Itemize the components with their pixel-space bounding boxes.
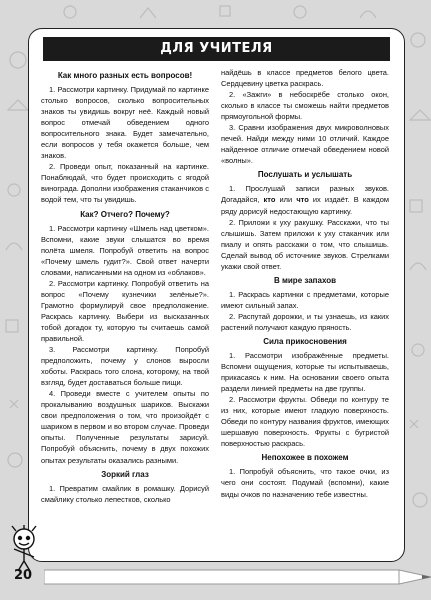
section-heading: Как? Отчего? Почему?: [80, 209, 170, 219]
paragraph: найдёшь в классе предметов белого цвета. Сердцевину цветка раскрась.: [221, 68, 389, 89]
page-number: 20: [14, 568, 33, 583]
left-column: [41, 67, 209, 505]
paragraph: 1. Рассмотри картинку. Придумай по картинке столько вопросов, сколько вопросительных знаков ты увидишь вокруг неё. Каждый новый вопрос отмечай обведением одного вопросительного знака. Будет замечательно, если вопросов у тебя окажется больше, чем знаков.: [41, 85, 209, 161]
paragraph: 1. Рассмотри изображённые предметы. Вспомни ощущения, которые ты испытываешь, прикасаясь к ним. На основании своего опыта раздели линией предметы на две группы.: [221, 350, 389, 394]
paragraph: 2. Приложи к уху ракушку. Расскажи, что ты слышишь. Затем приложи к уху стаканчик или пиалу и опять расскажи о том, что слышишь. Сделай вывод об источнике звуков. Стрелками укажи свой ответ.: [221, 217, 389, 271]
paragraph: 4. Проведи вместе с учителем опыты по прокалыванию воздушных шариков. Выскажи свои предположения о том, что произойдёт с шариком в первом и во втором случае. Проведи опыты. Полученные результаты зарисуй. Попробуй объяснить, почему в двух похожих опытах результаты оказались разными.: [41, 389, 209, 465]
paragraph: 2. «Зажги» в небоскрёбе столько окон, сколько в классе ты сможешь найти предметов прямоугольной формы.: [221, 90, 389, 122]
paragraph: 1. Рассмотри картинку «Шмель над цветком». Вспомни, какие звуки слышатся во время полёта шмеля. Попробуй ответить на вопрос «Почему шмель гудит?». Свой ответ начерти словами, написанными на одном из «облаков».: [41, 223, 209, 277]
paragraph: 1. Раскрась картинки с предметами, которые имеют сильный запах.: [221, 289, 389, 310]
emphasis-word: что: [296, 195, 309, 205]
paragraph-text: 1. Прослушай записи разных звуков. Догадайся,: [221, 184, 389, 205]
right-column: [221, 67, 389, 500]
section-heading: Послушать и услышать: [257, 170, 353, 180]
paragraph: 2. Проведи опыт, показанный на картинке. Понаблюдай, что будет происходить с ягодой винограда. Дополни изображения стаканчиков с водой тем, что ты увидишь.: [41, 162, 209, 205]
paragraph: 2. Рассмотри картинку. Попробуй ответить на вопрос «Почему кузнечики зелёные?». Грамотно формулируй свое предположение. Раскрась картинку. Выбери из высказанных тобой догадок ту, которую ты считаешь самой правильной.: [41, 278, 209, 343]
paragraph: 3. Рассмотри картинку. Попробуй предположить, почему у слонов выросли хоботы. Раскрась того слона, которому, на твой взгляд, будет доставаться больше пищи.: [41, 345, 209, 388]
paragraph-text: или: [275, 195, 297, 205]
paragraph: 1. Попробуй объяснить, что такое очки, из чего они состоят. Подумай (вспомни), какие виды очков по назначению тебе известны.: [221, 467, 389, 499]
pencil-icon: [44, 560, 431, 588]
section-heading: Как много разных есть вопросов!: [57, 71, 193, 80]
paragraph: 3. Сравни изображения двух микроволновых печей. Найди между ними 10 отличий. Каждое найденное отличие отмечай обведением новой «волны».: [221, 123, 389, 166]
page-card: [28, 28, 405, 562]
page-title: ДЛЯ УЧИТЕЛЯ: [43, 37, 390, 61]
section-heading: В мире запахов: [273, 275, 337, 285]
emphasis-word: кто: [263, 195, 276, 205]
mascot-icon: [2, 525, 46, 573]
paragraph: 2. Распутай дорожки, и ты узнаешь, из каких растений получают каждую пряность.: [221, 311, 389, 332]
section-heading: Зоркий глаз: [101, 469, 149, 479]
section-heading: Сила прикосновения: [263, 336, 347, 346]
paragraph: 2. Рассмотри фрукты. Обведи по контуру те из них, которые имеют гладкую поверхность. Обведи по контуру названия фруктов, имеющих шершавую поверхность. Фрукты с бугристой поверхностью раскрась.: [221, 395, 389, 449]
paragraph-text: их издаёт. В каждом ряду дорисуй недостающую картинку.: [221, 195, 389, 216]
paragraph: 1. Превратим смайлик в ромашку. Дорисуй смайлику столько лепестков, сколько: [41, 483, 209, 504]
section-heading: Непохожее в похожем: [261, 453, 349, 463]
paragraph: [221, 183, 389, 216]
